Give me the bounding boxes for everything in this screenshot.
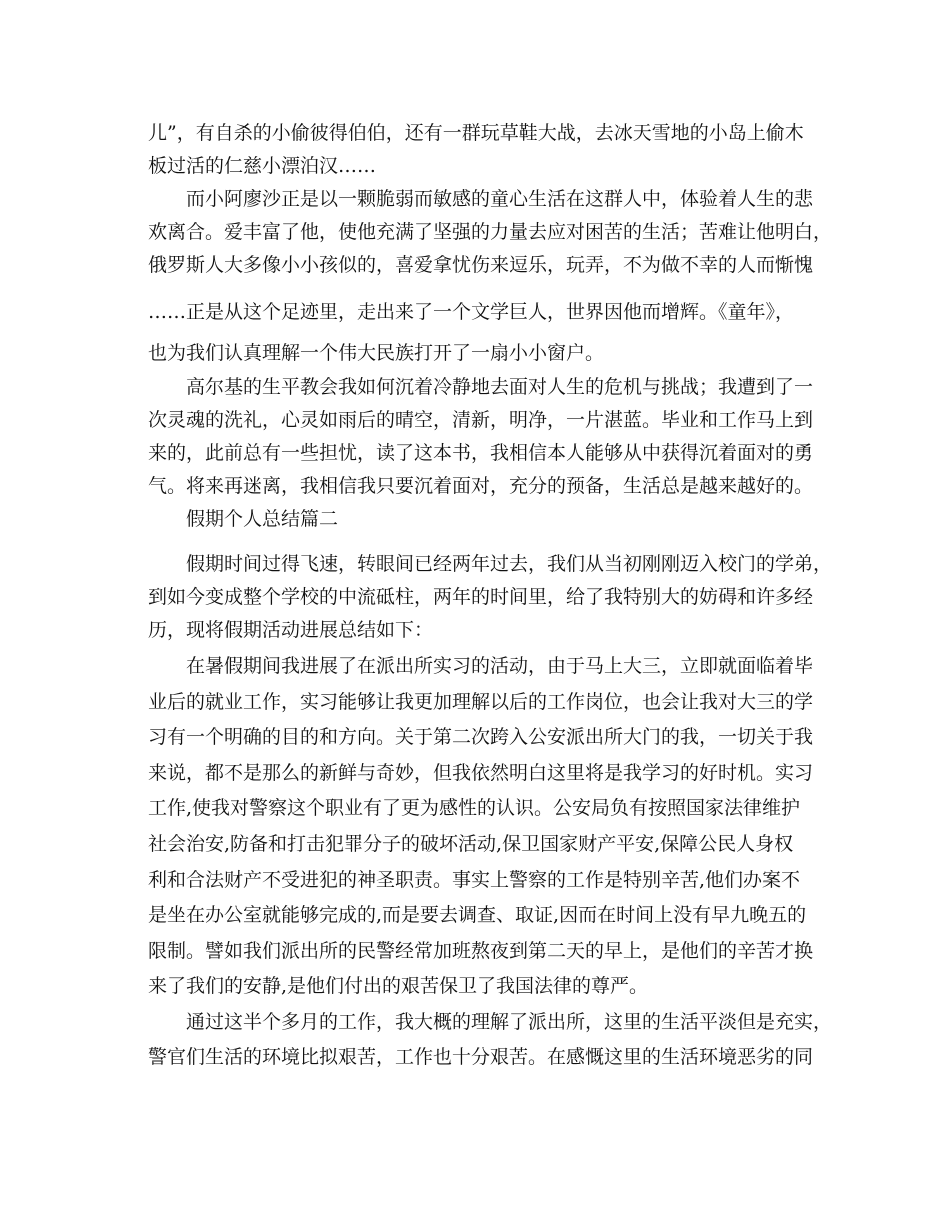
text-line: 欢离合。爱丰富了他，使他充满了坚强的力量去应对困苦的生活；苦难让他明白， (148, 221, 833, 243)
text-line: 板过活的仁慈小漂泊汉…… (148, 155, 377, 177)
text-line: 也为我们认真理解一个伟大民族打开了一扇小小窗户。 (148, 342, 605, 364)
text-line: 业后的就业工作，实习能够让我更加理解以后的工作岗位，也会让我对大三的学 (148, 691, 814, 713)
text-line: 在暑假期间我进展了在派出所实习的活动，由于马上大三，立即就面临着毕 (186, 655, 814, 677)
text-line: 来说，都不是那么的新鲜与奇妙，但我依然明白这里将是我学习的好时机。实习 (148, 762, 814, 784)
text-line: 假期时间过得飞速，转眼间已经两年过去，我们从当初刚刚迈入校门的学弟， (186, 553, 833, 575)
text-line: 限制。譬如我们派出所的民警经常加班熬夜到第二天的早上，是他们的辛苦才换 (148, 940, 814, 962)
text-line: 到如今变成整个学校的中流砥柱，两年的时间里，给了我特别大的妨碍和许多经 (148, 586, 814, 608)
text-line: 气。将来再迷离，我相信我只要沉着面对，充分的预备，生活总是越来越好的。 (148, 475, 814, 497)
text-line: 通过这半个多月的工作，我大概的理解了派出所，这里的生活平淡但是充实， (186, 1011, 833, 1033)
section-heading: 假期个人总结篇二 (186, 508, 339, 530)
text-line: 俄罗斯人大多像小小孩似的，喜爱拿忧伤来逗乐，玩弄，不为做不幸的人而惭愧 (148, 254, 814, 276)
text-line: 工作,使我对警察这个职业有了更为感性的认识。公安局负有按照国家法律维护 (148, 797, 801, 819)
text-line: ……正是从这个足迹里，走出来了一个文学巨人，世界因他而增辉。《童年》， (148, 301, 795, 323)
text-line: 习有一个明确的目的和方向。关于第二次跨入公安派出所大门的我，一切关于我 (148, 726, 814, 748)
text-line: 儿”，有自杀的小偷彼得伯伯，还有一群玩草鞋大战，去冰天雪地的小岛上偷木 (148, 122, 804, 144)
text-line: 次灵魂的洗礼，心灵如雨后的晴空，清新，明净，一片湛蓝。毕业和工作马上到 (148, 409, 814, 431)
text-line: 来了我们的安静,是他们付出的艰苦保卫了我国法律的尊严。 (148, 975, 649, 997)
text-line: 是坐在办公室就能够完成的,而是要去调查、取证,因而在时间上没有早九晚五的 (148, 904, 807, 926)
text-line: 来的，此前总有一些担忧，读了这本书，我相信本人能够从中获得沉着面对的勇 (148, 442, 814, 464)
text-line: 而小阿廖沙正是以一颗脆弱而敏感的童心生活在这群人中，体验着人生的悲 (186, 188, 814, 210)
text-line: 利和合法财产不受进犯的神圣职责。事实上警察的工作是特别辛苦,他们办案不 (148, 869, 801, 891)
text-line: 历，现将假期活动进展总结如下： (148, 619, 434, 641)
text-line: 社会治安,防备和打击犯罪分子的破坏活动,保卫国家财产平安,保障公民人身权 (148, 833, 794, 855)
text-line: 警官们生活的环境比拟艰苦，工作也十分艰苦。在感慨这里的生活环境恶劣的同 (148, 1046, 814, 1068)
text-line: 高尔基的生平教会我如何沉着冷静地去面对人生的危机与挑战；我遭到了一 (186, 376, 814, 398)
